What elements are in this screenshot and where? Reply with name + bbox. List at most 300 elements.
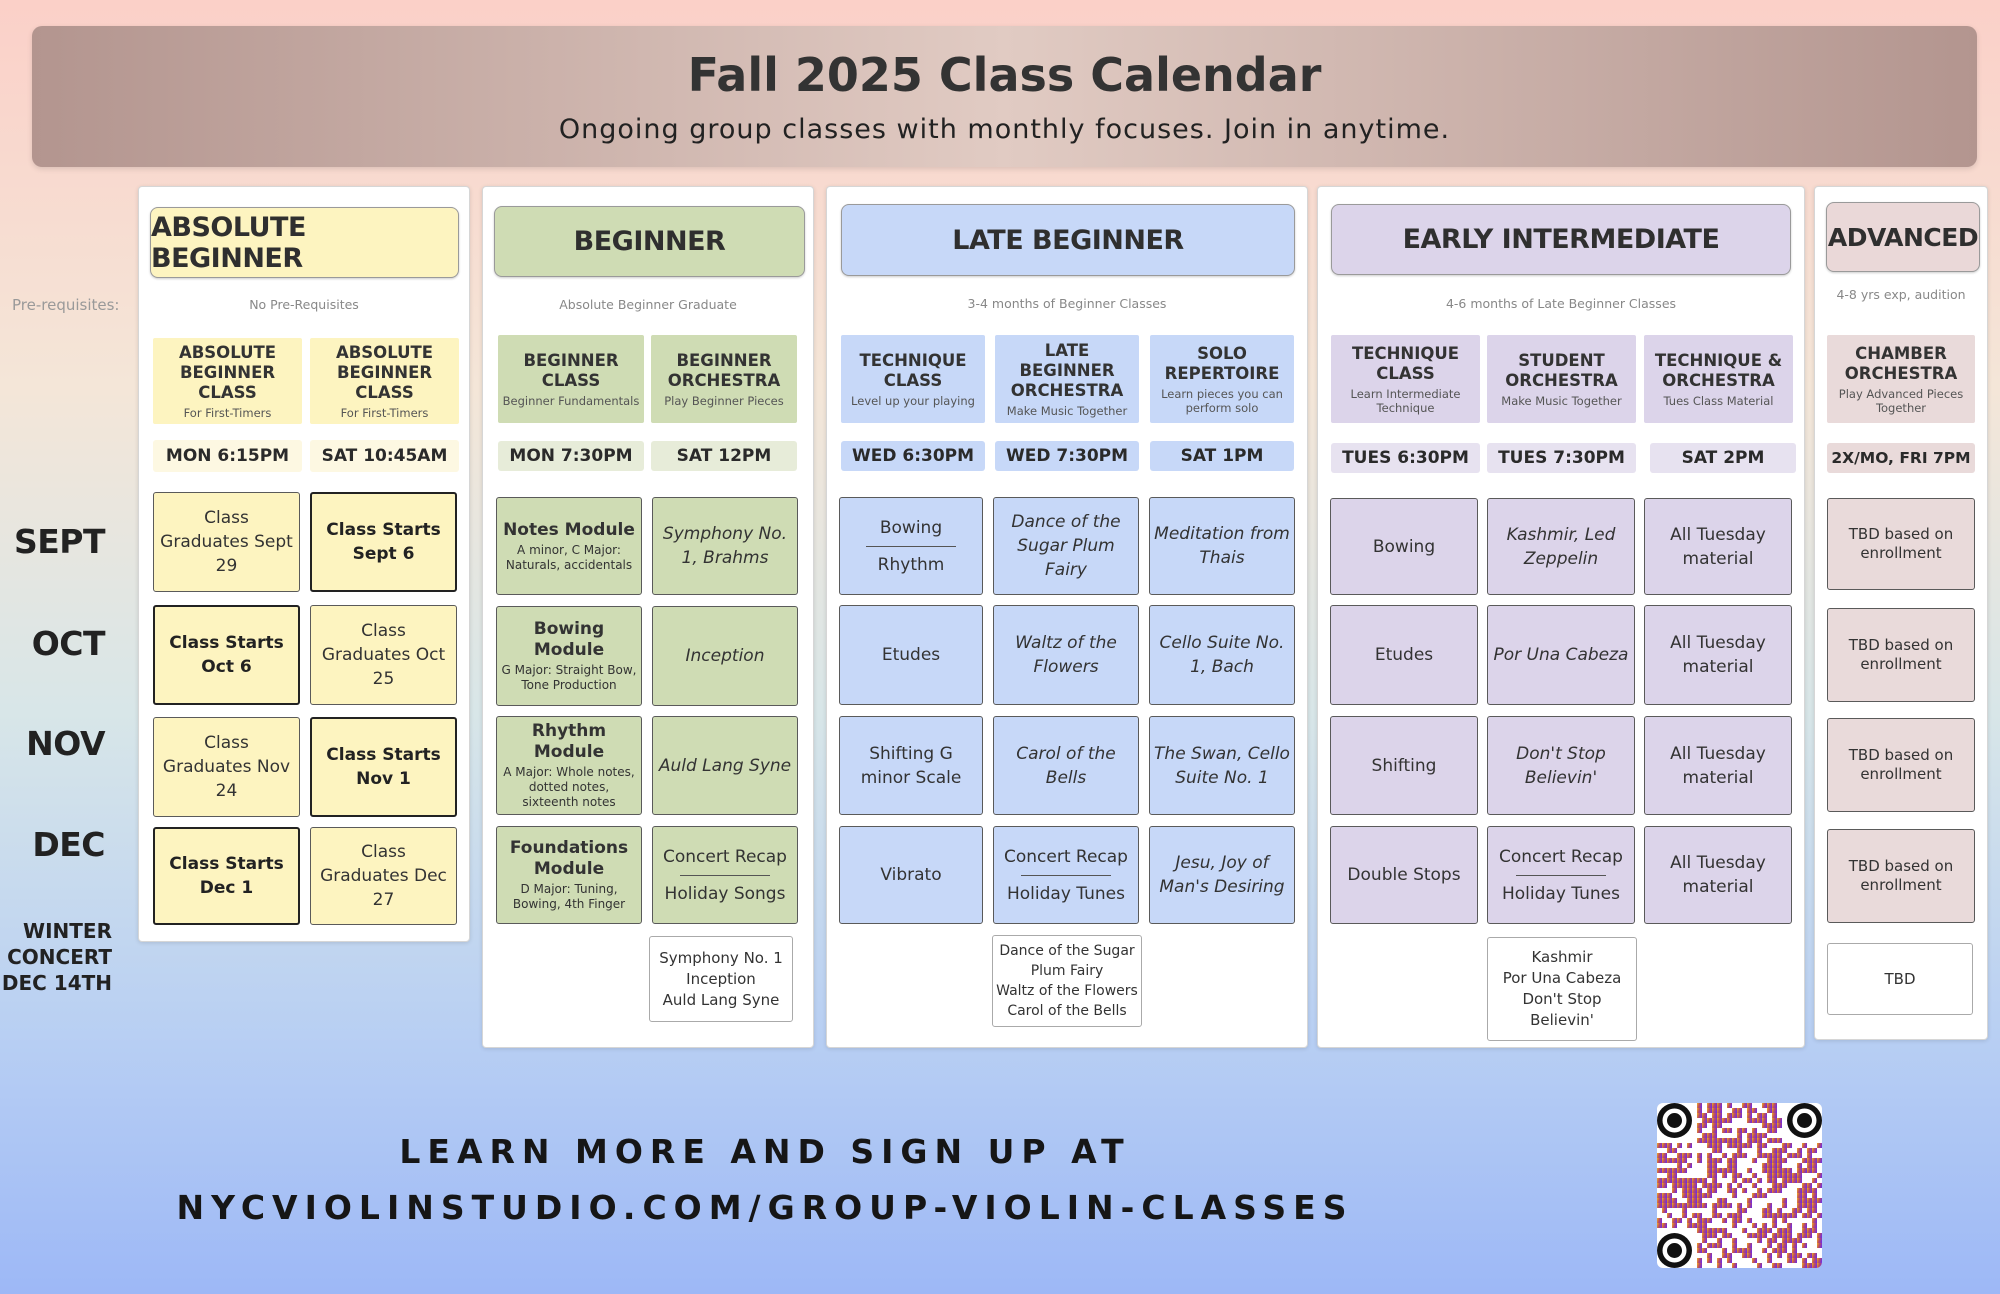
program-item: Carol of the Bells	[1007, 1003, 1127, 1019]
orch-cell	[1487, 716, 1635, 815]
program-item: Inception	[686, 969, 756, 988]
solo-cell	[1149, 497, 1295, 595]
technique-cell	[839, 497, 983, 595]
qr-module	[1782, 1143, 1787, 1148]
qr-module	[1732, 1168, 1737, 1173]
orch-cell	[652, 716, 798, 815]
module-cell	[496, 606, 642, 706]
qr-module	[1702, 1123, 1707, 1128]
qr-module	[1762, 1168, 1767, 1173]
qr-module	[1667, 1158, 1672, 1163]
qr-module	[1797, 1253, 1802, 1258]
qr-module	[1692, 1198, 1697, 1203]
piece-title: Auld Lang Syne	[658, 755, 792, 776]
qr-module	[1677, 1203, 1682, 1208]
qr-module	[1787, 1228, 1792, 1233]
class-header	[651, 335, 797, 423]
prereq-label: Pre-requisites:	[12, 296, 120, 314]
qr-module	[1737, 1128, 1742, 1133]
qr-module	[1802, 1223, 1807, 1228]
qr-module	[1787, 1238, 1792, 1243]
qr-module	[1797, 1173, 1802, 1178]
class-header	[1331, 335, 1480, 423]
qr-module	[1797, 1238, 1802, 1243]
month-label-nov: NOV	[26, 724, 105, 763]
divider	[1516, 875, 1606, 876]
qr-module	[1802, 1213, 1807, 1218]
concert-line: CONCERT	[7, 945, 112, 969]
qr-module	[1787, 1258, 1792, 1263]
qr-module	[1717, 1123, 1722, 1128]
qr-module	[1707, 1173, 1712, 1178]
qr-module	[1802, 1233, 1807, 1238]
concert-program: TBD	[1827, 943, 1973, 1015]
qr-module	[1712, 1103, 1717, 1108]
qr-module	[1762, 1123, 1767, 1128]
qr-module	[1732, 1138, 1737, 1143]
qr-module	[1802, 1193, 1807, 1198]
qr-module	[1782, 1203, 1787, 1208]
qr-module	[1807, 1263, 1812, 1268]
solo-cell	[1149, 605, 1295, 705]
prereq-text: No Pre-Requisites	[249, 297, 359, 312]
qr-module	[1727, 1258, 1732, 1263]
qr-module	[1757, 1148, 1762, 1153]
qr-module	[1672, 1158, 1677, 1163]
piece-title: The Swan, Cello Suite No. 1	[1154, 743, 1290, 788]
qr-module	[1722, 1198, 1727, 1203]
nov-cell: Class Graduates Nov 24	[153, 717, 300, 817]
qr-module	[1757, 1138, 1762, 1143]
qr-module	[1797, 1168, 1802, 1173]
qr-module	[1722, 1228, 1727, 1233]
qr-module	[1792, 1208, 1797, 1213]
qr-module	[1777, 1188, 1782, 1193]
qr-module	[1782, 1158, 1787, 1163]
qr-module	[1727, 1233, 1732, 1238]
qr-module	[1707, 1218, 1712, 1223]
qr-module	[1727, 1168, 1732, 1173]
qr-module	[1722, 1128, 1727, 1133]
qr-module	[1707, 1143, 1712, 1148]
qr-module	[1762, 1113, 1767, 1118]
qr-module	[1712, 1143, 1717, 1148]
qr-module	[1702, 1203, 1707, 1208]
qr-module	[1657, 1193, 1662, 1198]
orch-cell	[652, 497, 798, 595]
qr-module	[1782, 1168, 1787, 1173]
qr-module	[1727, 1113, 1732, 1118]
program-item: Por Una Cabeza	[1502, 969, 1622, 987]
qr-module	[1672, 1223, 1677, 1228]
qr-module	[1717, 1138, 1722, 1143]
qr-module	[1657, 1178, 1662, 1183]
qr-module	[1667, 1193, 1672, 1198]
qr-module	[1787, 1223, 1792, 1228]
cell-text: Concert Recap	[663, 846, 787, 867]
qr-module	[1732, 1153, 1737, 1158]
program-item: Symphony No. 1	[659, 948, 783, 967]
qr-module	[1762, 1133, 1767, 1138]
qr-module	[1732, 1158, 1737, 1163]
qr-module	[1687, 1218, 1692, 1223]
class-header	[1827, 335, 1975, 423]
piece-title: Carol of the Bells	[1016, 743, 1116, 788]
qr-module	[1657, 1168, 1662, 1173]
qr-module	[1762, 1228, 1767, 1233]
class-time: WED 7:30PM	[995, 441, 1139, 471]
qr-module	[1702, 1238, 1707, 1243]
qr-module	[1712, 1163, 1717, 1168]
qr-module	[1807, 1153, 1812, 1158]
qr-module	[1662, 1168, 1667, 1173]
qr-module	[1777, 1213, 1782, 1218]
qr-module	[1687, 1153, 1692, 1158]
qr-module	[1772, 1223, 1777, 1228]
qr-module	[1817, 1233, 1822, 1238]
technique-cell: Bowing	[1330, 498, 1478, 595]
solo-cell	[1149, 826, 1295, 924]
qr-module	[1727, 1163, 1732, 1168]
panel-title: LATE BEGINNER	[841, 204, 1295, 276]
qr-module	[1807, 1208, 1812, 1213]
tbd-cell: TBD based on enrollment	[1827, 829, 1975, 923]
orch-cell	[993, 605, 1139, 705]
qr-module	[1802, 1203, 1807, 1208]
qr-module	[1667, 1148, 1672, 1153]
qr-module	[1807, 1188, 1812, 1193]
qr-module	[1747, 1198, 1752, 1203]
qr-module	[1772, 1173, 1777, 1178]
qr-module	[1812, 1158, 1817, 1163]
qr-module	[1732, 1113, 1737, 1118]
qr-module	[1717, 1228, 1722, 1233]
program-item: Believin'	[1530, 1011, 1594, 1029]
qr-module	[1672, 1203, 1677, 1208]
piece-title: Symphony No. 1, Brahms	[662, 524, 788, 568]
qr-module	[1772, 1213, 1777, 1218]
qr-module	[1712, 1173, 1717, 1178]
qr-module	[1677, 1168, 1682, 1173]
qr-module	[1772, 1148, 1777, 1153]
qr-module	[1697, 1203, 1702, 1208]
qr-module	[1752, 1233, 1757, 1238]
qr-module	[1672, 1148, 1677, 1153]
qr-module	[1777, 1243, 1782, 1248]
concert-program	[992, 935, 1142, 1027]
qr-module	[1782, 1198, 1787, 1203]
qr-module	[1807, 1253, 1812, 1258]
qr-module	[1777, 1123, 1782, 1128]
qr-module	[1777, 1173, 1782, 1178]
qr-module	[1802, 1183, 1807, 1188]
qr-module	[1697, 1248, 1702, 1253]
qr-module	[1757, 1118, 1762, 1123]
qr-module	[1717, 1113, 1722, 1118]
qr-module	[1812, 1203, 1817, 1208]
qr-module	[1747, 1118, 1752, 1123]
qr-module	[1752, 1118, 1757, 1123]
sept-cell: Class Graduates Sept 29	[153, 492, 300, 592]
qr-module	[1657, 1153, 1662, 1158]
qr-module	[1802, 1198, 1807, 1203]
qr-module	[1772, 1158, 1777, 1163]
qr-module	[1717, 1143, 1722, 1148]
qr-module	[1682, 1158, 1687, 1163]
qr-module	[1772, 1168, 1777, 1173]
qr-module	[1692, 1178, 1697, 1183]
qr-module	[1712, 1123, 1717, 1128]
qr-module	[1792, 1243, 1797, 1248]
dec-cell: Class Starts Dec 1	[153, 827, 300, 925]
qr-module	[1682, 1193, 1687, 1198]
footer-url[interactable]: NYCVIOLINSTUDIO.COM/GROUP-VIOLIN-CLASSES	[176, 1188, 1354, 1227]
class-desc: Make Music Together	[1501, 393, 1622, 408]
qr-module	[1732, 1108, 1737, 1113]
qr-module	[1762, 1213, 1767, 1218]
qr-module	[1717, 1108, 1722, 1113]
qr-module	[1782, 1173, 1787, 1178]
qr-module	[1762, 1143, 1767, 1148]
qr-module	[1662, 1193, 1667, 1198]
qr-module	[1667, 1173, 1672, 1178]
class-name: CHAMBER ORCHESTRA	[1844, 343, 1958, 383]
module-desc: G Major: Straight Bow, Tone Production	[501, 663, 637, 692]
qr-module	[1727, 1118, 1732, 1123]
panel-late-beginner	[826, 186, 1308, 1048]
qr-module	[1812, 1168, 1817, 1173]
qr-module	[1702, 1228, 1707, 1233]
qr-module	[1732, 1243, 1737, 1248]
piece-title: Cello Suite No. 1, Bach	[1159, 633, 1285, 677]
qr-module	[1732, 1173, 1737, 1178]
qr-module	[1757, 1193, 1762, 1198]
qr-module	[1702, 1183, 1707, 1188]
qr-module	[1802, 1168, 1807, 1173]
qr-module	[1657, 1218, 1662, 1223]
qr-module	[1707, 1118, 1712, 1123]
qr-module	[1797, 1198, 1802, 1203]
class-header	[841, 335, 985, 423]
module-desc: A minor, C Major: Naturals, accidentals	[505, 542, 633, 572]
qr-module	[1757, 1153, 1762, 1158]
qr-module	[1722, 1118, 1727, 1123]
qr-module	[1812, 1223, 1817, 1228]
qr-module	[1667, 1178, 1672, 1183]
qr-module	[1682, 1188, 1687, 1193]
qr-module	[1812, 1218, 1817, 1223]
qr-module	[1742, 1178, 1747, 1183]
qr-module	[1747, 1103, 1752, 1108]
qr-module	[1762, 1118, 1767, 1123]
oct-cell: Class Graduates Oct 25	[310, 605, 457, 705]
module-cell	[496, 497, 642, 595]
cell-text: Concert Recap	[1004, 846, 1128, 867]
qr-module	[1787, 1213, 1792, 1218]
qr-module	[1747, 1233, 1752, 1238]
qr-module	[1717, 1158, 1722, 1163]
panel-early-intermediate	[1317, 186, 1805, 1048]
qr-module	[1772, 1178, 1777, 1183]
qr-module	[1797, 1193, 1802, 1198]
prereq-text: 3-4 months of Beginner Classes	[967, 296, 1167, 311]
qr-module	[1657, 1183, 1662, 1188]
qr-module	[1687, 1223, 1692, 1228]
qr-module	[1772, 1183, 1777, 1188]
qr-module	[1662, 1143, 1667, 1148]
qr-module	[1697, 1193, 1702, 1198]
class-desc: Play Advanced Pieces Together	[1838, 386, 1964, 415]
piece-title: Inception	[685, 646, 765, 666]
qr-module	[1712, 1213, 1717, 1218]
qr-module	[1747, 1133, 1752, 1138]
qr-module	[1732, 1213, 1737, 1218]
qr-module	[1792, 1213, 1797, 1218]
qr-module	[1677, 1143, 1682, 1148]
qr-module	[1752, 1258, 1757, 1263]
class-header	[498, 335, 644, 423]
qr-module	[1672, 1178, 1677, 1183]
qr-module	[1687, 1188, 1692, 1193]
qr-module	[1727, 1213, 1732, 1218]
sept-cell: Class Starts Sept 6	[310, 492, 457, 592]
qr-module	[1712, 1148, 1717, 1153]
panel-title: ABSOLUTE BEGINNER	[150, 207, 459, 278]
qr-module	[1727, 1158, 1732, 1163]
qr-module	[1662, 1153, 1667, 1158]
piece-title: Dance of the Sugar Plum Fairy	[1011, 512, 1121, 580]
qr-module	[1777, 1148, 1782, 1153]
qr-module	[1662, 1203, 1667, 1208]
qr-module	[1712, 1203, 1717, 1208]
qr-module	[1767, 1128, 1772, 1133]
qr-module	[1697, 1138, 1702, 1143]
cell-text: Concert Recap	[1499, 846, 1623, 867]
qr-module	[1712, 1243, 1717, 1248]
qr-module	[1722, 1253, 1727, 1258]
qr-module	[1697, 1103, 1702, 1108]
qr-module	[1747, 1243, 1752, 1248]
qr-module	[1772, 1263, 1777, 1268]
tbd-cell: TBD based on enrollment	[1827, 718, 1975, 812]
qr-module	[1742, 1228, 1747, 1233]
qr-module	[1732, 1163, 1737, 1168]
qr-module	[1772, 1103, 1777, 1108]
qr-module	[1792, 1238, 1797, 1243]
technique-cell: Shifting G minor Scale	[839, 716, 983, 815]
class-time: WED 6:30PM	[841, 441, 985, 471]
qr-module	[1697, 1153, 1702, 1158]
qr-module	[1737, 1248, 1742, 1253]
panel-advanced	[1814, 186, 1988, 1040]
qr-module	[1747, 1113, 1752, 1118]
qr-module	[1722, 1203, 1727, 1208]
qr-module	[1662, 1178, 1667, 1183]
qr-module	[1792, 1153, 1797, 1158]
class-name: TECHNIQUE & ORCHESTRA	[1654, 350, 1783, 390]
qr-module	[1707, 1253, 1712, 1258]
qr-module	[1672, 1183, 1677, 1188]
qr-module	[1697, 1263, 1702, 1268]
qr-module	[1787, 1233, 1792, 1238]
month-label-oct: OCT	[31, 624, 105, 663]
qr-module	[1782, 1183, 1787, 1188]
qr-module	[1662, 1198, 1667, 1203]
qr-module	[1762, 1193, 1767, 1198]
qr-module	[1737, 1173, 1742, 1178]
qr-module	[1807, 1203, 1812, 1208]
qr-module	[1767, 1163, 1772, 1168]
qr-module	[1777, 1263, 1782, 1268]
qr-module	[1707, 1233, 1712, 1238]
qr-module	[1777, 1248, 1782, 1253]
qr-module	[1772, 1113, 1777, 1118]
qr-module	[1807, 1168, 1812, 1173]
nov-cell: Class Starts Nov 1	[310, 717, 457, 817]
class-name: BEGINNER ORCHESTRA	[667, 350, 781, 390]
qr-code-icon[interactable]	[1657, 1103, 1822, 1268]
qr-module	[1777, 1253, 1782, 1258]
qr-module	[1757, 1233, 1762, 1238]
qr-module	[1692, 1203, 1697, 1208]
qr-module	[1762, 1223, 1767, 1228]
qr-module	[1817, 1183, 1822, 1188]
qr-module	[1782, 1238, 1787, 1243]
qr-module	[1712, 1228, 1717, 1233]
qr-module	[1777, 1158, 1782, 1163]
class-header	[153, 338, 302, 424]
qr-module	[1672, 1198, 1677, 1203]
qr-module	[1742, 1143, 1747, 1148]
qr-module	[1702, 1118, 1707, 1123]
qr-module	[1732, 1218, 1737, 1223]
qr-module	[1732, 1188, 1737, 1193]
qr-module	[1717, 1263, 1722, 1268]
class-time: SAT 12PM	[651, 441, 797, 471]
qr-module	[1807, 1183, 1812, 1188]
qr-module	[1672, 1173, 1677, 1178]
piece-title: Waltz of the Flowers	[1015, 633, 1117, 677]
concert-line: WINTER	[23, 919, 112, 943]
technique-cell: Vibrato	[839, 826, 983, 924]
qr-module	[1812, 1208, 1817, 1213]
qr-module	[1767, 1138, 1772, 1143]
orch-cell	[1487, 498, 1635, 595]
qr-module	[1707, 1188, 1712, 1193]
qr-module	[1737, 1203, 1742, 1208]
cell-text: Holiday Songs	[664, 883, 786, 904]
qr-module	[1697, 1188, 1702, 1193]
qr-module	[1817, 1158, 1822, 1163]
qr-module	[1762, 1163, 1767, 1168]
qr-module	[1707, 1228, 1712, 1233]
qr-module	[1742, 1153, 1747, 1158]
panel-title: EARLY INTERMEDIATE	[1331, 204, 1791, 275]
qr-module	[1702, 1223, 1707, 1228]
prereq-text: 4-8 yrs exp, audition	[1836, 287, 1966, 302]
qr-module	[1772, 1138, 1777, 1143]
qr-module	[1817, 1263, 1822, 1268]
qr-module	[1807, 1213, 1812, 1218]
qr-module	[1722, 1153, 1727, 1158]
qr-module	[1777, 1208, 1782, 1213]
module-desc: A Major: Whole notes, dotted notes, sixteenth notes	[503, 765, 635, 809]
qr-module	[1767, 1203, 1772, 1208]
qr-module	[1767, 1178, 1772, 1183]
qr-module	[1737, 1133, 1742, 1138]
qr-module	[1697, 1243, 1702, 1248]
qr-module	[1752, 1108, 1757, 1113]
